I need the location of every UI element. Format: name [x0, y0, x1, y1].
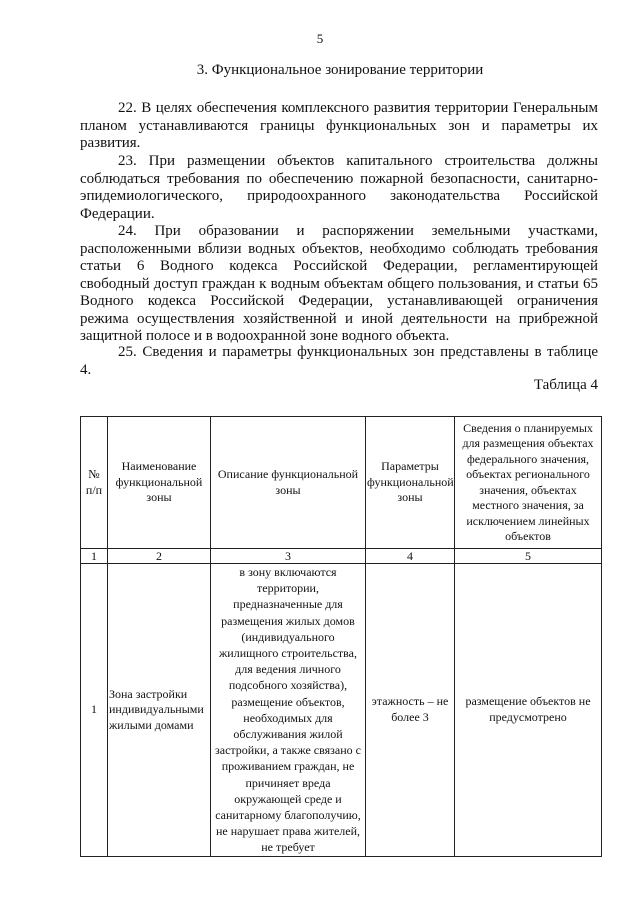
header-zone-description: Описание функциональной зоны	[211, 417, 366, 549]
header-planned-objects: Сведения о планируемых для размещения объектах федерального значения, объектах регионального значения, объектах местного значения, за исключением линейных объектов	[455, 417, 602, 549]
column-number: 2	[108, 549, 211, 564]
table-row	[81, 564, 602, 857]
header-number: № п/п	[81, 417, 108, 549]
paragraph-22: 22. В целях обеспечения комплексного развития территории Генеральным планом устанавливаются границы функциональных зон и параметры их развития.	[80, 100, 598, 151]
zone-description: в зону включаются территории, предназначенные для размещения жилых домов (индивидуального жилищного строительства, для ведения личного подсобного хозяйства), размещение объектов, необходимых для обслуживания жилой застройки, а также связано с проживанием граждан, не причиняет вреда окружающей среде и санитарному благополучию, не нарушает права жителей, не требует	[211, 564, 366, 857]
paragraph-24: 24. При образовании и распоряжении земельными участками, расположенными вблизи водных объектов, необходимо соблюдать требования статьи 6 Водного кодекса Российской Федерации, регламентирующей свободный доступ граждан к водным объектам общего пользования, и статьи 65 Водного кодекса Российской Федерации, устанавливающей ограничения режима осуществления хозяйственной и иной деятельности на прибрежной защитной полосе и в водоохранной зоне водного объекта.	[80, 223, 598, 344]
functional-zones-table	[80, 416, 602, 857]
row-number: 1	[81, 564, 108, 857]
header-zone-name: Наименование функциональной зоны	[108, 417, 211, 549]
planned-objects: размещение объектов не предусмотрено	[455, 564, 602, 857]
zone-name: Зона застройки индивидуальными жилыми домами	[108, 564, 211, 857]
column-number: 1	[81, 549, 108, 564]
column-number: 4	[366, 549, 455, 564]
table-caption: Таблица 4	[533, 377, 598, 393]
header-zone-parameters: Параметры функциональной зоны	[366, 417, 455, 549]
column-number: 3	[211, 549, 366, 564]
column-number: 5	[455, 549, 602, 564]
paragraph-23: 23. При размещении объектов капитального строительства должны соблюдаться требования по обеспечению пожарной безопасности, санитарно-эпидемиологического, природоохранного законодательства Российской Федерации.	[80, 153, 598, 222]
column-number-row	[81, 549, 602, 564]
table-header-row	[81, 417, 602, 549]
section-title: 3. Функциональное зонирование территории	[196, 62, 484, 78]
zone-parameters: этажность – не более 3	[366, 564, 455, 857]
page-number: 5	[316, 31, 324, 46]
paragraph-25: 25. Сведения и параметры функциональных зон представлены в таблице 4.	[80, 344, 598, 378]
